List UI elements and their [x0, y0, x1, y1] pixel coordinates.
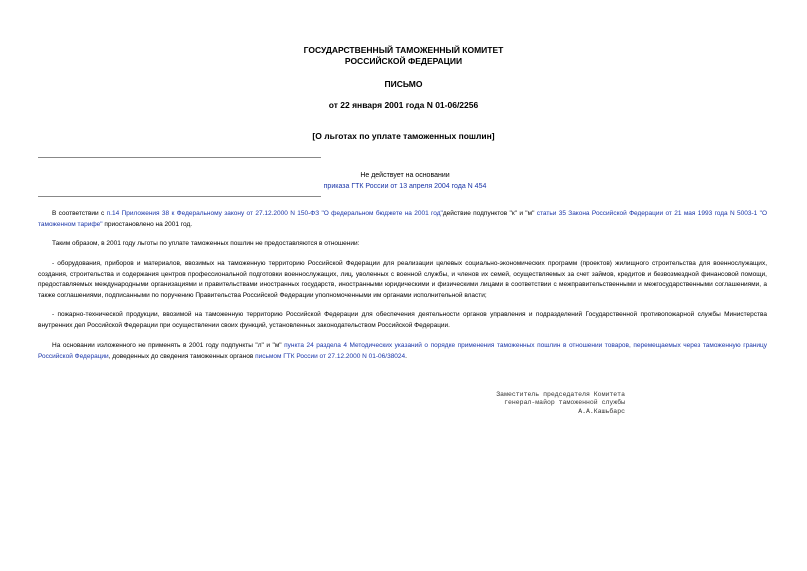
p1-link-2[interactable]: статьи 35 Закона Российской Федерации от 21 мая 1993 года N 5003-1 "О таможенном тарифе"	[38, 210, 768, 228]
paragraph-5	[38, 341, 767, 362]
doc-title: [О льготах по уплате таможенных пошлин]	[312, 131, 495, 141]
status-notice	[300, 170, 510, 192]
agency-line-1: ГОСУДАРСТВЕННЫЙ ТАМОЖЕННЫЙ КОМИТЕТ	[303, 45, 504, 55]
p5-link-1[interactable]: пункта 24 раздела 4 Методических указаний о порядке применения таможенных пошлин в отношении товаров, перемещаемых через таможенную границу Российской Федерации	[38, 342, 768, 360]
signature-block	[470, 391, 625, 416]
p5-text-3: .	[405, 352, 407, 360]
paragraph-3: - оборудования, приборов и материалов, ввозимых на таможенную территорию Российской Федерации для реализации целевых социально-экономических программ (проектов) жилищного строительства для военнослужащих, создания, строительства и содержания центров профессиональной подготовки военнослужащих, лиц, уволенных с военной службы, и членов их семей, осуществляемых за счет займов, кредитов и безвозмездной финансовой помощи, предоставляемых международными организациями и правительствами иностранных государств, иностранными юридическими и физическими лицами в соответствии с межправительственными и межгосударственными соглашениями, а также соглашениями, подписанными по поручению Правительства Российской Федерации уполномоченными им органами исполнительной власти;	[38, 260, 767, 299]
p1-text-3: приостановлено на 2001 год.	[102, 220, 193, 228]
p5-text-2: , доведенных до сведения таможенных органов	[108, 352, 256, 360]
p1-link-1[interactable]: п.14 Приложения 38 к Федеральному закону от 27.12.2000 N 150-ФЗ "О федеральном бюджете на 2001 год"	[106, 210, 443, 217]
p5-text-1: На основании изложенного не применять в 2001 году подпункты "л" и "м"	[52, 342, 285, 349]
signature-line-1: Заместитель председателя Комитета	[496, 391, 625, 398]
agency-name	[0, 45, 807, 67]
divider-top	[38, 157, 321, 158]
paragraph-1	[38, 209, 767, 230]
p5-link-2[interactable]: письмом ГТК России от 27.12.2000 N 01-06/38024	[255, 352, 406, 360]
paragraph-2: Таким образом, в 2001 году льготы по уплате таможенных пошлин не предоставляются в отношении:	[52, 240, 360, 247]
status-link[interactable]: приказа ГТК России от 13 апреля 2004 года N 454	[323, 183, 487, 190]
agency-line-2: РОССИЙСКОЙ ФЕДЕРАЦИИ	[344, 56, 463, 66]
doc-date-number: от 22 января 2001 года N 01-06/2256	[328, 100, 479, 110]
signature-line-2: генерал-майор таможенной службы	[504, 399, 625, 407]
paragraph-4: - пожарно-технической продукции, ввозимой на таможенную территорию Российской Федерации для обеспечения деятельности органов управления и подразделений Государственной противопожарной службы Министерства внутренних дел Российской Федерации при осуществлении своих функций, установленных законодательством Российской Федерации.	[38, 311, 767, 329]
status-line: Не действует на основании	[360, 172, 450, 179]
doc-type: ПИСЬМО	[384, 79, 423, 89]
p1-text-2: действие подпунктов "к" и "м"	[442, 210, 537, 217]
p1-text-1: В соответствии с	[52, 210, 107, 217]
signature-line-3: А.А.Кашьбарс	[578, 407, 625, 415]
divider-bottom	[38, 196, 321, 197]
